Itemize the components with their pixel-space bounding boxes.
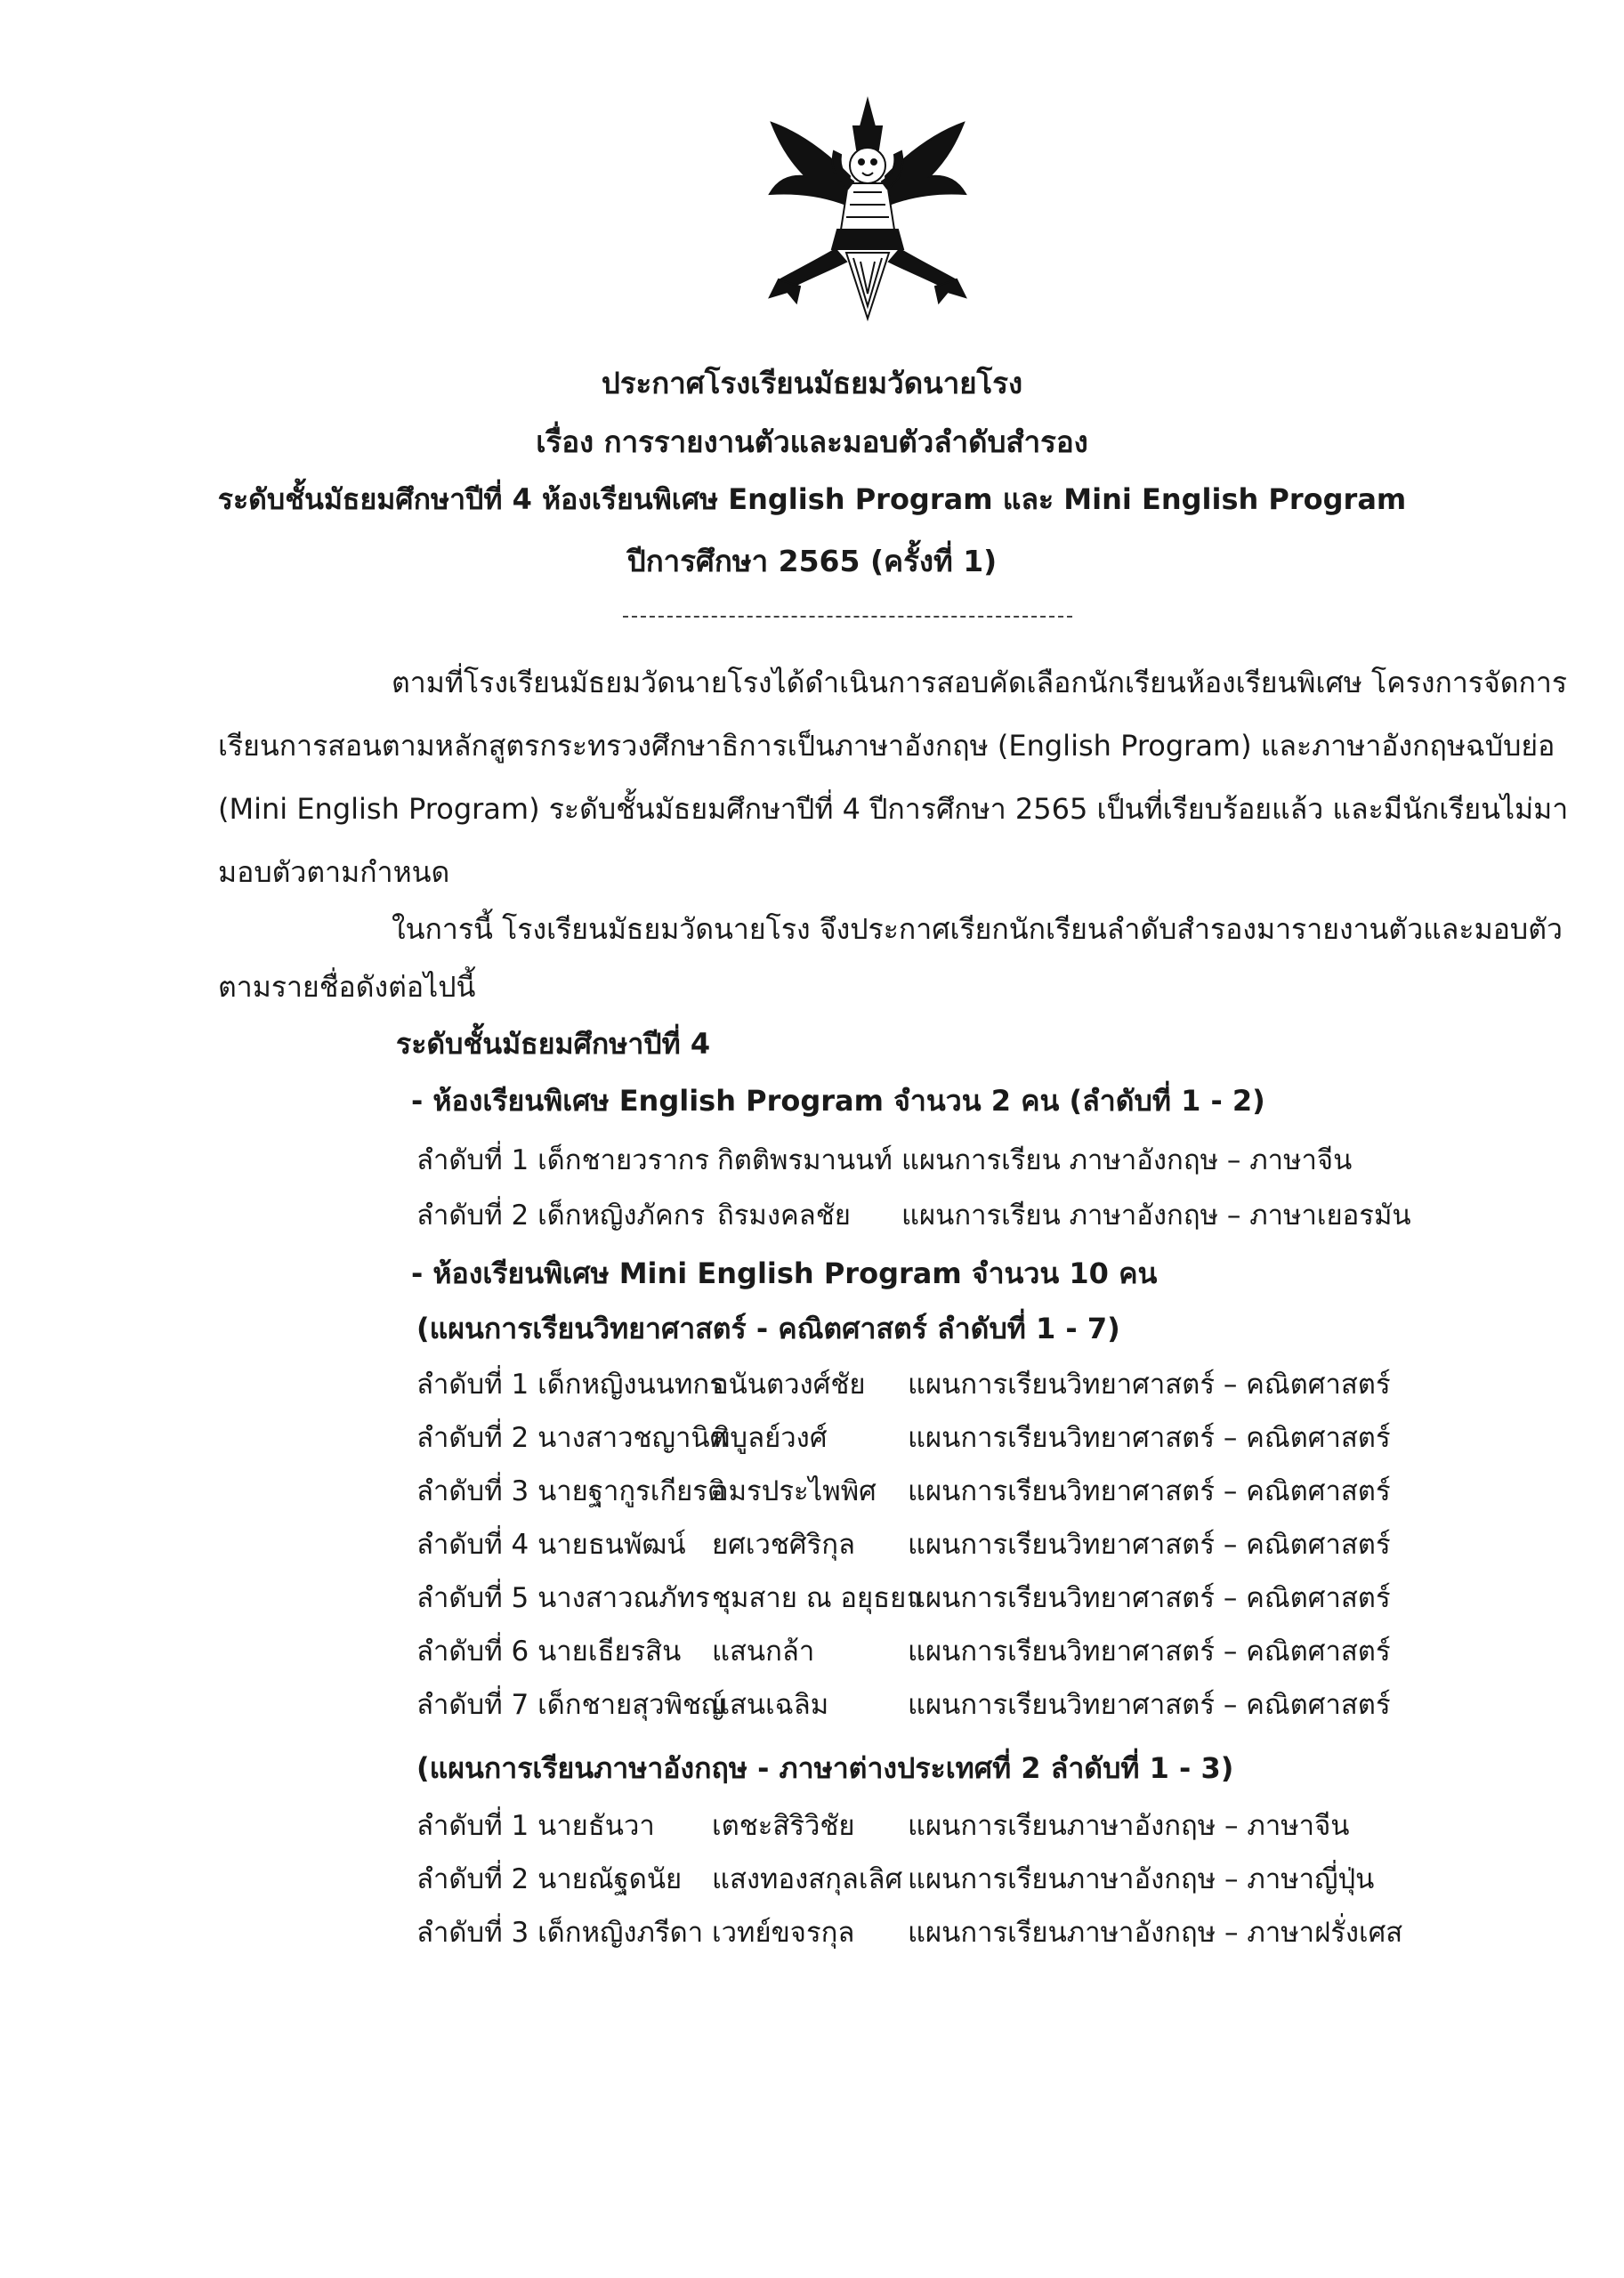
row-plan: แผนการเรียนภาษาอังกฤษ – ภาษาจีน [908,1810,1350,1842]
row-surname: พิบูลย์วงศ์ [712,1422,828,1454]
paragraph-1-line-1: ตามที่โรงเรียนมัธยมวัดนายโรงได้ดำเนินการสอบคัดเลือกนักเรียนห้องเรียนพิเศษ โครงการจัดการ [392,666,1568,699]
row-plan: แผนการเรียนวิทยาศาสตร์ – คณิตศาสตร์ [908,1369,1391,1401]
row-rank-name: ลำดับที่ 2 นายณัฐดนัย [416,1863,683,1895]
row-rank-name: ลำดับที่ 7 เด็กชายสุวพิชญ์ [416,1689,725,1721]
row-rank-name: ลำดับที่ 4 นายธนพัฒน์ [416,1529,686,1561]
row-surname: แสงทองสกุลเลิศ [712,1863,903,1895]
row-surname: ชุมสาย ณ อยุธยา [712,1582,922,1614]
mep-science-row-6 [416,1632,1413,1671]
row-rank-name: ลำดับที่ 1 นายธันวา [416,1810,655,1842]
mep-science-row-2 [416,1418,1413,1458]
row-surname: กิตติพรมานนท์ [717,1144,893,1176]
row-surname: เวทย์ขจรกุล [712,1917,855,1949]
ep-row-1 [416,1141,1413,1180]
row-plan: แผนการเรียนวิทยาศาสตร์ – คณิตศาสตร์ [908,1582,1391,1614]
row-surname: แสนเฉลิม [712,1689,829,1721]
row-plan: แผนการเรียนภาษาอังกฤษ – ภาษาญี่ปุ่น [908,1863,1375,1895]
title-divider [623,616,1072,618]
row-rank-name: ลำดับที่ 2 เด็กหญิงภัคกร [416,1200,706,1232]
row-plan: แผนการเรียน ภาษาอังกฤษ – ภาษาจีน [901,1144,1353,1176]
row-rank-name: ลำดับที่ 1 เด็กหญิงนนทกร [416,1369,724,1401]
announcement-year: ปีการศึกษา 2565 (ครั้งที่ 1) [626,544,998,578]
row-surname: อมรประไพพิศ [712,1475,877,1507]
row-surname: ถิรมงคลชัย [717,1200,851,1232]
garuda-emblem-icon [761,96,974,329]
row-surname: อนันตวงศ์ชัย [712,1369,866,1401]
row-rank-name: ลำดับที่ 1 เด็กชายวรากร [416,1144,710,1176]
mep-science-row-1 [416,1365,1413,1404]
mep-science-row-5 [416,1579,1413,1618]
announcement-subject: เรื่อง การรายงานตัวและมอบตัวลำดับสำรอง [536,424,1088,459]
row-rank-name: ลำดับที่ 2 นางสาวชญานิศ [416,1422,728,1454]
row-rank-name: ลำดับที่ 6 นายเธียรสิน [416,1636,682,1668]
row-rank-name: ลำดับที่ 3 นายฐากูรเกียรติ [416,1475,726,1507]
level-heading: ระดับชั้นมัธยมศึกษาปีที่ 4 [396,1027,711,1061]
row-plan: แผนการเรียน ภาษาอังกฤษ – ภาษาเยอรมัน [901,1200,1411,1232]
row-plan: แผนการเรียนวิทยาศาสตร์ – คณิตศาสตร์ [908,1529,1391,1561]
mep-heading: - ห้องเรียนพิเศษ Mini English Program จำนวน 10 คน [411,1256,1158,1290]
announcement-level: ระดับชั้นมัธยมศึกษาปีที่ 4 ห้องเรียนพิเศษ English Program และ Mini English Program [217,482,1407,516]
mep-science-heading: (แผนการเรียนวิทยาศาสตร์ - คณิตศาสตร์ ลำดับที่ 1 - 7) [416,1312,1120,1345]
row-rank-name: ลำดับที่ 3 เด็กหญิงภรีดา [416,1917,704,1949]
row-plan: แผนการเรียนวิทยาศาสตร์ – คณิตศาสตร์ [908,1475,1391,1507]
paragraph-1-line-2: เรียนการสอนตามหลักสูตรกระทรวงศึกษาธิการเป็นภาษาอังกฤษ (English Program) และภาษาอังกฤษฉบับย่อ [218,729,1555,763]
row-rank-name: ลำดับที่ 5 นางสาวณภัทร [416,1582,710,1614]
mep-science-row-3 [416,1472,1413,1511]
row-surname: เตชะสิริวิชัย [712,1810,855,1842]
ep-row-2 [416,1196,1413,1235]
mep-language-row-1 [416,1806,1413,1846]
mep-language-heading: (แผนการเรียนภาษาอังกฤษ - ภาษาต่างประเทศที่ 2 ลำดับที่ 1 - 3) [416,1751,1234,1785]
mep-science-row-7 [416,1685,1413,1725]
paragraph-1-line-3: (Mini English Program) ระดับชั้นมัธยมศึกษาปีที่ 4 ปีการศึกษา 2565 เป็นที่เรียบร้อยแล้ว และมีนักเรียนไม่มา [218,792,1569,826]
mep-language-row-3 [416,1913,1413,1952]
mep-science-row-4 [416,1525,1413,1564]
row-plan: แผนการเรียนวิทยาศาสตร์ – คณิตศาสตร์ [908,1689,1391,1721]
paragraph-2-line-2: ตามรายชื่อดังต่อไปนี้ [218,970,476,1004]
row-plan: แผนการเรียนวิทยาศาสตร์ – คณิตศาสตร์ [908,1422,1391,1454]
row-surname: ยศเวชศิริกุล [712,1529,855,1561]
paragraph-1-line-4: มอบตัวตามกำหนด [218,855,450,889]
row-surname: แสนกล้า [712,1636,815,1668]
row-plan: แผนการเรียนภาษาอังกฤษ – ภาษาฝรั่งเศส [908,1917,1403,1949]
paragraph-2-line-1: ในการนี้ โรงเรียนมัธยมวัดนายโรง จึงประกาศเรียกนักเรียนลำดับสำรองมารายงานตัวและมอบตัว [392,912,1563,946]
ep-heading: - ห้องเรียนพิเศษ English Program จำนวน 2 คน (ลำดับที่ 1 - 2) [411,1084,1265,1118]
row-plan: แผนการเรียนวิทยาศาสตร์ – คณิตศาสตร์ [908,1636,1391,1668]
mep-language-row-2 [416,1860,1413,1899]
announcement-title: ประกาศโรงเรียนมัธยมวัดนายโรง [601,366,1023,400]
